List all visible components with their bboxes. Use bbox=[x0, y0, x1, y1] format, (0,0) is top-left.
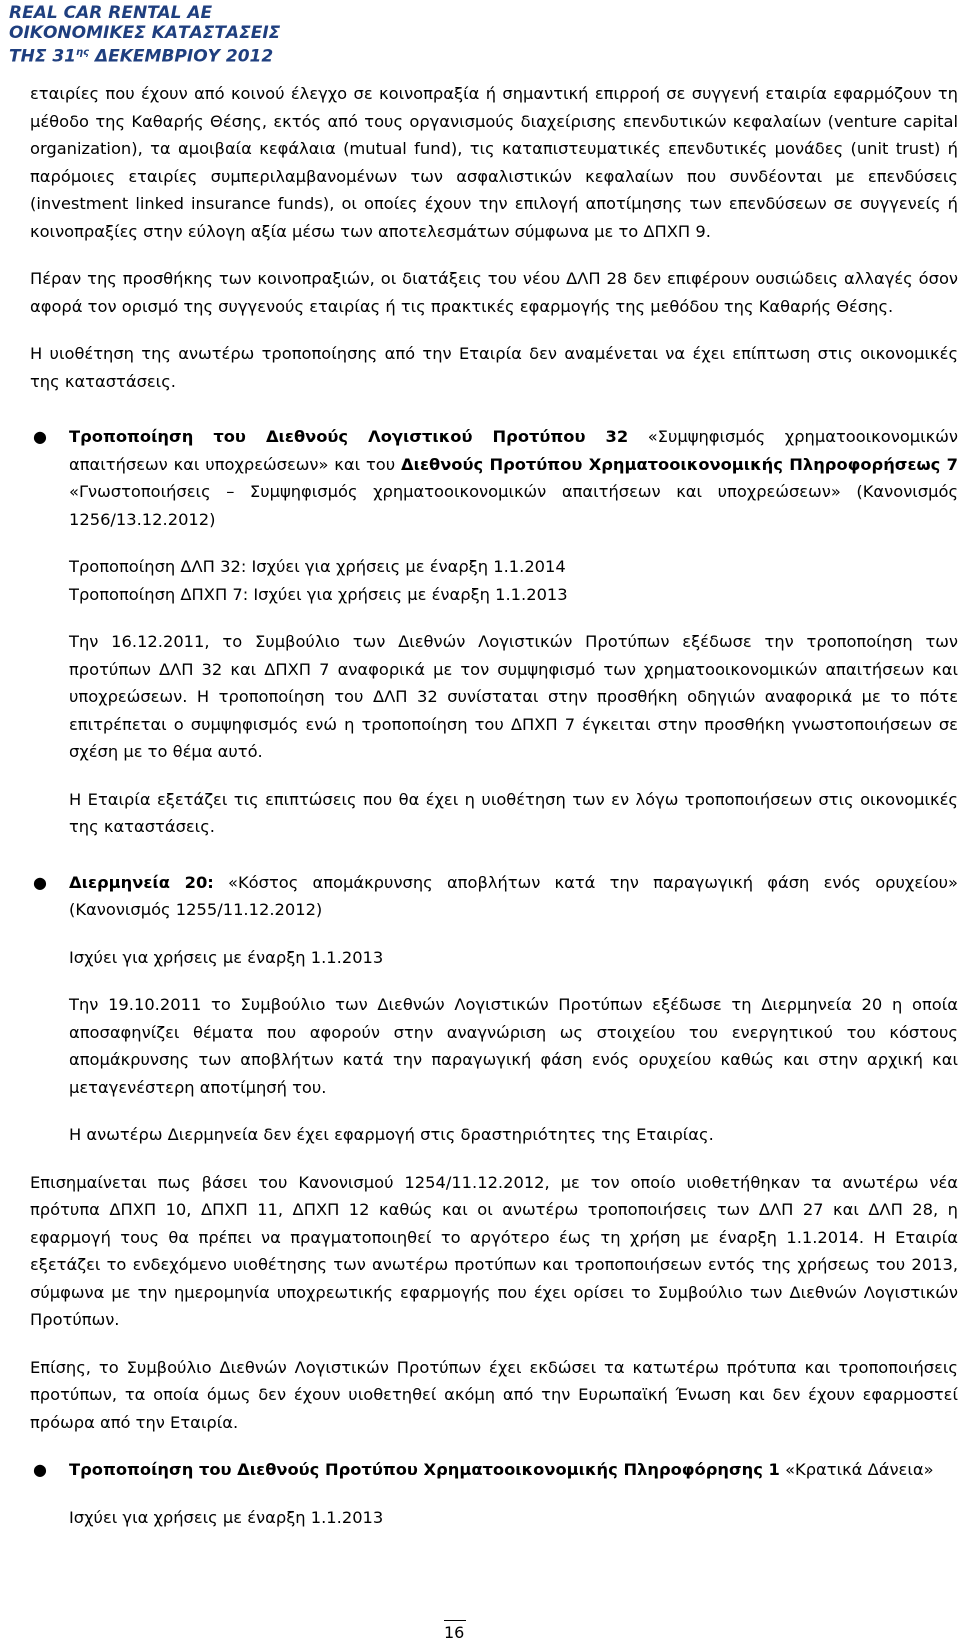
bullet-ias32-heading bbox=[69, 423, 958, 533]
bullet-ias32-description: Την 16.12.2011, το Συμβούλιο των Διεθνών Λογιστικών Προτύπων εξέδωσε την τροποποίηση των προτύπων ΔΛΠ 32 και ΔΠΧΠ 7 αναφορικά με τον συμψηφισμό των χρηματοοικονομικών απαιτήσεων και υποχρεώσεων. Η τροποποίηση του ΔΛΠ 32 συνίσταται στην προσθήκη οδηγιών αναφορικά με το πότε επιτρέπεται ο συμψηφισμός ενώ η τροποποίηση του ΔΠΧΠ 7 έγκειται στην προσθήκη γνωστοποιήσεων σε σχέση με το θέμα αυτό. bbox=[69, 632, 958, 761]
bullet-ias32-text1: «Συμψηφισμός χρηματοοικονομικών απαιτήσεων και υποχρεώσεων» και του bbox=[69, 427, 958, 474]
bullet-ifric20-heading bbox=[69, 869, 958, 924]
bullet-ias32-amendment bbox=[30, 423, 958, 841]
bullet-ias32-impact: Η Εταιρία εξετάζει τις επιπτώσεις που θα έχει η υιοθέτηση των εν λόγω τροποποιήσεων στις οικονομικές της καταστάσεις. bbox=[69, 789, 958, 836]
bullet-ifrs1-text1: «Κρατικά Δάνεια» bbox=[779, 1460, 934, 1479]
bullet-icon: ● bbox=[33, 427, 47, 446]
page-number: 16 bbox=[444, 1623, 465, 1642]
document-body bbox=[30, 80, 958, 1531]
footer-rule bbox=[444, 1620, 466, 1621]
header-title: ΟΙΚΟΝΟΜΙΚΕΣ ΚΑΤΑΣΤΑΣΕΙΣ bbox=[9, 23, 281, 43]
bullet-ifric20 bbox=[30, 869, 958, 1149]
bullet-ias32-bold1: Τροποποίηση του Διεθνούς Λογιστικού Προτύπου 32 bbox=[69, 427, 629, 446]
bullet-ias32-bold2: Διεθνούς Προτύπου Χρηματοοικονομικής Πληροφορήσεως 7 bbox=[401, 454, 958, 474]
bullet-icon: ● bbox=[33, 872, 47, 892]
bullet-ifrs1-bold1: Τροποποίηση του Διεθνούς Προτύπου Χρηματοοικονομικής Πληροφόρησης 1 bbox=[69, 1460, 780, 1479]
bullet-ifrs1-effective: Ισχύει για χρήσεις με έναρξη 1.1.2013 bbox=[69, 1507, 384, 1527]
paragraph-ias28-changes: Πέραν της προσθήκης των κοινοπραξιών, οι διατάξεις του νέου ΔΛΠ 28 δεν επιφέρουν ουσιώδεις αλλαγές όσον αφορά τον ορισμό της συγγενούς εταιρίας ή τις πρακτικές εφαρμογής της μεθόδου της Καθαρής Θέσης. bbox=[30, 269, 958, 316]
bullet-ifric20-bold1: Διερμηνεία 20: bbox=[69, 872, 214, 892]
bullet-ias32-effective-2: Τροποποίηση ΔΠΧΠ 7: Ισχύει για χρήσεις με έναρξη 1.1.2013 bbox=[69, 584, 568, 604]
header-date-suffix: ΔΕΚΕΜΒΡΙΟΥ 2012 bbox=[89, 46, 274, 67]
bullet-ifric20-text1: «Κόστος απομάκρυνσης αποβλήτων κατά την παραγωγική φάση ενός ορυχείου» (Κανονισμός 1255/11.12.2012) bbox=[69, 872, 958, 919]
bullet-ifrs1-amendment bbox=[30, 1456, 958, 1531]
bullet-ifrs1-heading bbox=[69, 1456, 958, 1484]
bullet-ifric20-effective: Ισχύει για χρήσεις με έναρξη 1.1.2013 bbox=[69, 947, 384, 967]
bullet-ias32-text2: «Γνωστοποιήσεις – Συμψηφισμός χρηματοοικονομικών απαιτήσεων και υποχρεώσεων» (Κανονισμός 1256/13.12.2012) bbox=[69, 482, 958, 529]
paragraph-not-adopted: Επίσης, το Συμβούλιο Διεθνών Λογιστικών Προτύπων έχει εκδώσει τα κατωτέρω πρότυπα και τροποποιήσεις προτύπων, τα οποία όμως δεν έχουν υιοθετηθεί ακόμη από την Ευρωπαϊκή Ένωση και δεν έχουν εφαρμοστεί πρόωρα από την Εταιρία. bbox=[30, 1357, 958, 1432]
bullet-ifric20-impact: Η ανωτέρω Διερμηνεία δεν έχει εφαρμογή στις δραστηριότητες της Εταιρίας. bbox=[69, 1125, 714, 1144]
paragraph-regulation-1254: Επισημαίνεται πως βάσει του Κανονισμού 1254/11.12.2012, με τον οποίο υιοθετήθηκαν τα ανωτέρω νέα πρότυπα ΔΠΧΠ 10, ΔΠΧΠ 11, ΔΠΧΠ 12 καθώς και οι ανωτέρω τροποποιήσεις των ΔΛΠ 27 και ΔΛΠ 28, η εφαρμογή τους θα πρέπει να πραγματοποιηθεί το αργότερο έως τη χρήση με έναρξη 1.1.2014. Η Εταιρία εξετάζει το ενδεχόμενο υιοθέτησης των ανωτέρω προτύπων και τροποποιήσεων εντός της χρήσεως του 2013, σύμφωνα με την ημερομηνία υποχρεωτικής εφαρμογής που έχει ορίσει το Συμβούλιο των Διεθνών Λογιστικών Προτύπων. bbox=[30, 1172, 958, 1329]
bullet-ias32-effective-1: Τροποποίηση ΔΛΠ 32: Ισχύει για χρήσεις με έναρξη 1.1.2014 bbox=[69, 557, 566, 576]
paragraph-ias28-impact: Η υιοθέτηση της ανωτέρω τροποποίησης από την Εταιρία δεν αναμένεται να έχει επίπτωση στις οικονομικές της καταστάσεις. bbox=[30, 344, 958, 391]
header-company: REAL CAR RENTAL AE bbox=[9, 3, 213, 23]
paragraph-equity-method: εταιρίες που έχουν από κοινού έλεγχο σε κοινοπραξία ή σημαντική επιρροή σε συγγενή εταιρία εφαρμόζουν τη μέθοδο της Καθαρής Θέσης, εκτός από τους οργανισμούς διαχείρισης επενδυτικών κεφαλαίων (venture capital organization), τα αμοιβαία κεφάλαια (mutual fund), τις καταπιστευματικές επενδυτικές μονάδες (unit trust) ή παρόμοιες εταιρίες συμπεριλαμβανομένων των ασφαλιστικών κεφαλαίων που συνδέονται με επενδύσεις (investment linked insurance funds), οι οποίες έχουν την επιλογή αποτίμησης των επενδύσεων σε συγγενείς ή κοινοπραξίες στην εύλογη αξία μέσω των αποτελεσμάτων σύμφωνα με το ΔΠΧΠ 9. bbox=[30, 84, 958, 241]
bullet-ifric20-description: Την 19.10.2011 το Συμβούλιο των Διεθνών Λογιστικών Προτύπων εξέδωσε τη Διερμηνεία 20 η οποία αποσαφηνίζει θέματα που αφορούν στην αναγνώριση ως στοιχείου του ενεργητικού του κόστους απομάκρυνσης των αποβλήτων κατά την παραγωγική φάση ενός ορυχείου καθώς και στην αρχική και μεταγενέστερη αποτίμησή του. bbox=[69, 995, 958, 1097]
header-date-prefix: ΤΗΣ 31 bbox=[9, 46, 77, 67]
bullet-icon: ● bbox=[33, 1460, 47, 1479]
header-date bbox=[9, 43, 273, 67]
header-date-sup: ης bbox=[76, 47, 90, 58]
